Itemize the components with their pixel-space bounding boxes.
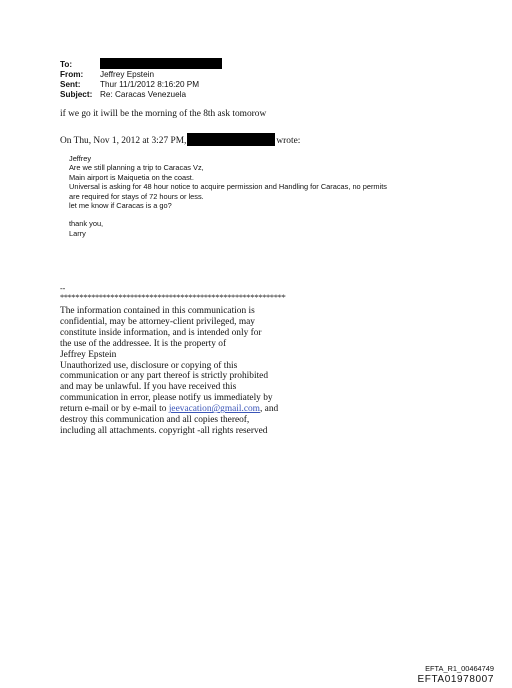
redacted-recipient (100, 58, 222, 69)
disclaimer-line: the use of the addressee. It is the property of (60, 338, 227, 349)
quoted-line: Main airport is Maiquetia on the coast. (69, 172, 194, 182)
sent-row (60, 80, 222, 90)
reply-text: if we go it iwill be the morning of the 8th ask tomorow (60, 109, 267, 119)
redacted-sender (187, 133, 275, 146)
quote-suffix: wrote: (276, 136, 301, 146)
separator-dashes: -- (60, 284, 66, 293)
from-label: From: (60, 70, 84, 79)
disclaimer-email-line (60, 404, 390, 415)
disclaimer (60, 306, 390, 437)
quoted-line: thank you, (69, 219, 104, 229)
quoted-line: are required for stays of 72 hours or less. (69, 191, 204, 201)
from-value: Jeffrey Epstein (100, 70, 155, 79)
disclaimer-line: including all attachments. copyright -all rights reserved (60, 425, 268, 436)
separator-stars: ********************************************************** (60, 293, 286, 302)
quoted-line: Larry (69, 228, 86, 238)
email-header (60, 60, 222, 100)
disclaimer-line: destroy this communication and all copies thereof, (60, 415, 250, 426)
disclaimer-line: confidential, may be attorney-client privileged, may (60, 316, 255, 327)
email-line-before: return e-mail or by e-mail to (60, 404, 169, 415)
disclaimer-line: Unauthorized use, disclosure or copying of this (60, 360, 238, 371)
email-line-after: , and (259, 404, 279, 415)
to-label: To: (60, 60, 73, 69)
quoted-line: Jeffrey (69, 154, 92, 163)
disclaimer-line: and may be unlawful. If you have received this (60, 382, 237, 393)
disclaimer-line: communication in error, please notify us immediately by (60, 393, 273, 404)
quote-prefix: On Thu, Nov 1, 2012 at 3:27 PM, (60, 136, 187, 146)
to-row (60, 60, 222, 70)
subject-label: Subject: (60, 90, 93, 99)
disclaimer-line: communication or any part thereof is strictly prohibited (60, 371, 269, 382)
from-row (60, 70, 222, 80)
quoted-message (69, 154, 469, 238)
disclaimer-line: Jeffrey Epstein (60, 349, 117, 360)
email-link[interactable]: jeevacation@gmail.com (168, 404, 260, 415)
quote-attribution (60, 133, 300, 146)
sent-label: Sent: (60, 80, 81, 89)
quoted-line: Universal is asking for 48 hour notice to acquire permission and Handling for Caracas, no permits (69, 182, 387, 192)
disclaimer-line: The information contained in this communication is (60, 306, 255, 316)
sent-value: Thur 11/1/2012 8:16:20 PM (100, 80, 200, 89)
subject-row (60, 90, 222, 100)
quoted-blank-line (69, 210, 469, 219)
quoted-line: let me know if Caracas is a go? (69, 200, 172, 210)
subject-value: Re: Caracas Venezuela (100, 90, 187, 99)
disclaimer-line: constitute inside information, and is intended only for (60, 327, 262, 338)
quoted-line: Are we still planning a trip to Caracas Vz, (69, 163, 204, 173)
footer-ref-2: EFTA01978007 (417, 674, 494, 685)
footer-ref-1: EFTA_R1_00464749 (425, 664, 494, 673)
